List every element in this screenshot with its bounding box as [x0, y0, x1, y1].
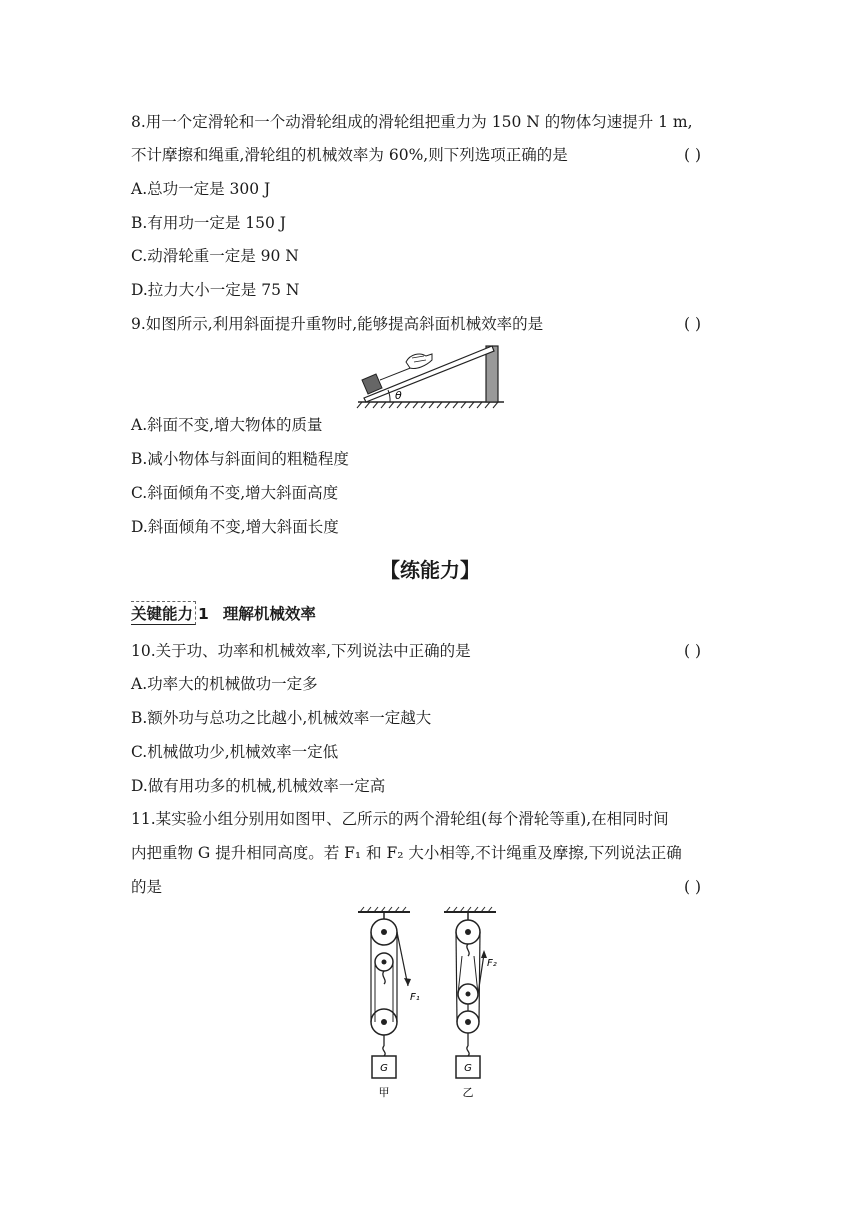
pulley-system-right: [444, 907, 497, 1099]
angle-label: θ: [395, 389, 402, 402]
incline-figure: [356, 340, 506, 410]
q8-line-1: 8.用一个定滑轮和一个动滑轮组成的滑轮组把重力为 150 N 的物体匀速提升 1 m,: [131, 113, 693, 131]
q11-answer-paren: ( ): [684, 878, 702, 896]
section-title: 【练能力】: [380, 558, 480, 582]
q8-option-c: C.动滑轮重一定是 90 N: [131, 247, 299, 265]
q11-line-1: 11.某实验小组分别用如图甲、乙所示的两个滑轮组(每个滑轮等重),在相同时间: [131, 810, 669, 828]
q8-option-b: B.有用功一定是 150 J: [131, 214, 286, 232]
key-ability-number: 1: [198, 605, 209, 623]
q8-line-2: 不计摩擦和绳重,滑轮组的机械效率为 60%,则下列选项正确的是: [131, 146, 568, 164]
q8-answer-paren: ( ): [684, 146, 702, 164]
q10-option-d: D.做有用功多的机械,机械效率一定高: [131, 777, 386, 795]
q9-option-c: C.斜面倾角不变,增大斜面高度: [131, 484, 339, 502]
key-ability-box: 关键能力: [131, 601, 196, 625]
q10-option-a: A.功率大的机械做功一定多: [131, 675, 318, 693]
pulley-figure: [350, 906, 510, 1102]
figure-label-left: 甲: [378, 1086, 390, 1099]
q9-answer-paren: ( ): [684, 315, 702, 333]
q8-option-a: A.总功一定是 300 J: [131, 180, 271, 198]
q10-line-1: 10.关于功、功率和机械效率,下列说法中正确的是: [131, 642, 471, 660]
force-label-left: F₁: [410, 992, 420, 1003]
q10-answer-paren: ( ): [684, 642, 702, 660]
q10-option-c: C.机械做功少,机械效率一定低: [131, 743, 339, 761]
q11-line-3: 的是: [131, 878, 163, 896]
figure-label-right: 乙: [462, 1086, 474, 1099]
weight-label-left: G: [380, 1063, 388, 1074]
key-ability-text: 理解机械效率: [222, 605, 316, 623]
q8-option-d: D.拉力大小一定是 75 N: [131, 281, 300, 299]
q9-line-1: 9.如图所示,利用斜面提升重物时,能够提高斜面机械效率的是: [131, 315, 544, 333]
key-ability-tag: [131, 601, 316, 625]
q9-option-a: A.斜面不变,增大物体的质量: [131, 416, 323, 434]
q9-option-b: B.减小物体与斜面间的粗糙程度: [131, 450, 349, 468]
force-label-right: F₂: [487, 958, 497, 969]
q9-option-d: D.斜面倾角不变,增大斜面长度: [131, 518, 339, 536]
q11-line-2: 内把重物 G 提升相同高度。若 F₁ 和 F₂ 大小相等,不计绳重及摩擦,下列说法正确: [131, 844, 682, 862]
q10-option-b: B.额外功与总功之比越小,机械效率一定越大: [131, 709, 432, 727]
weight-label-right: G: [464, 1063, 472, 1074]
pulley-system-left: [358, 907, 420, 1099]
